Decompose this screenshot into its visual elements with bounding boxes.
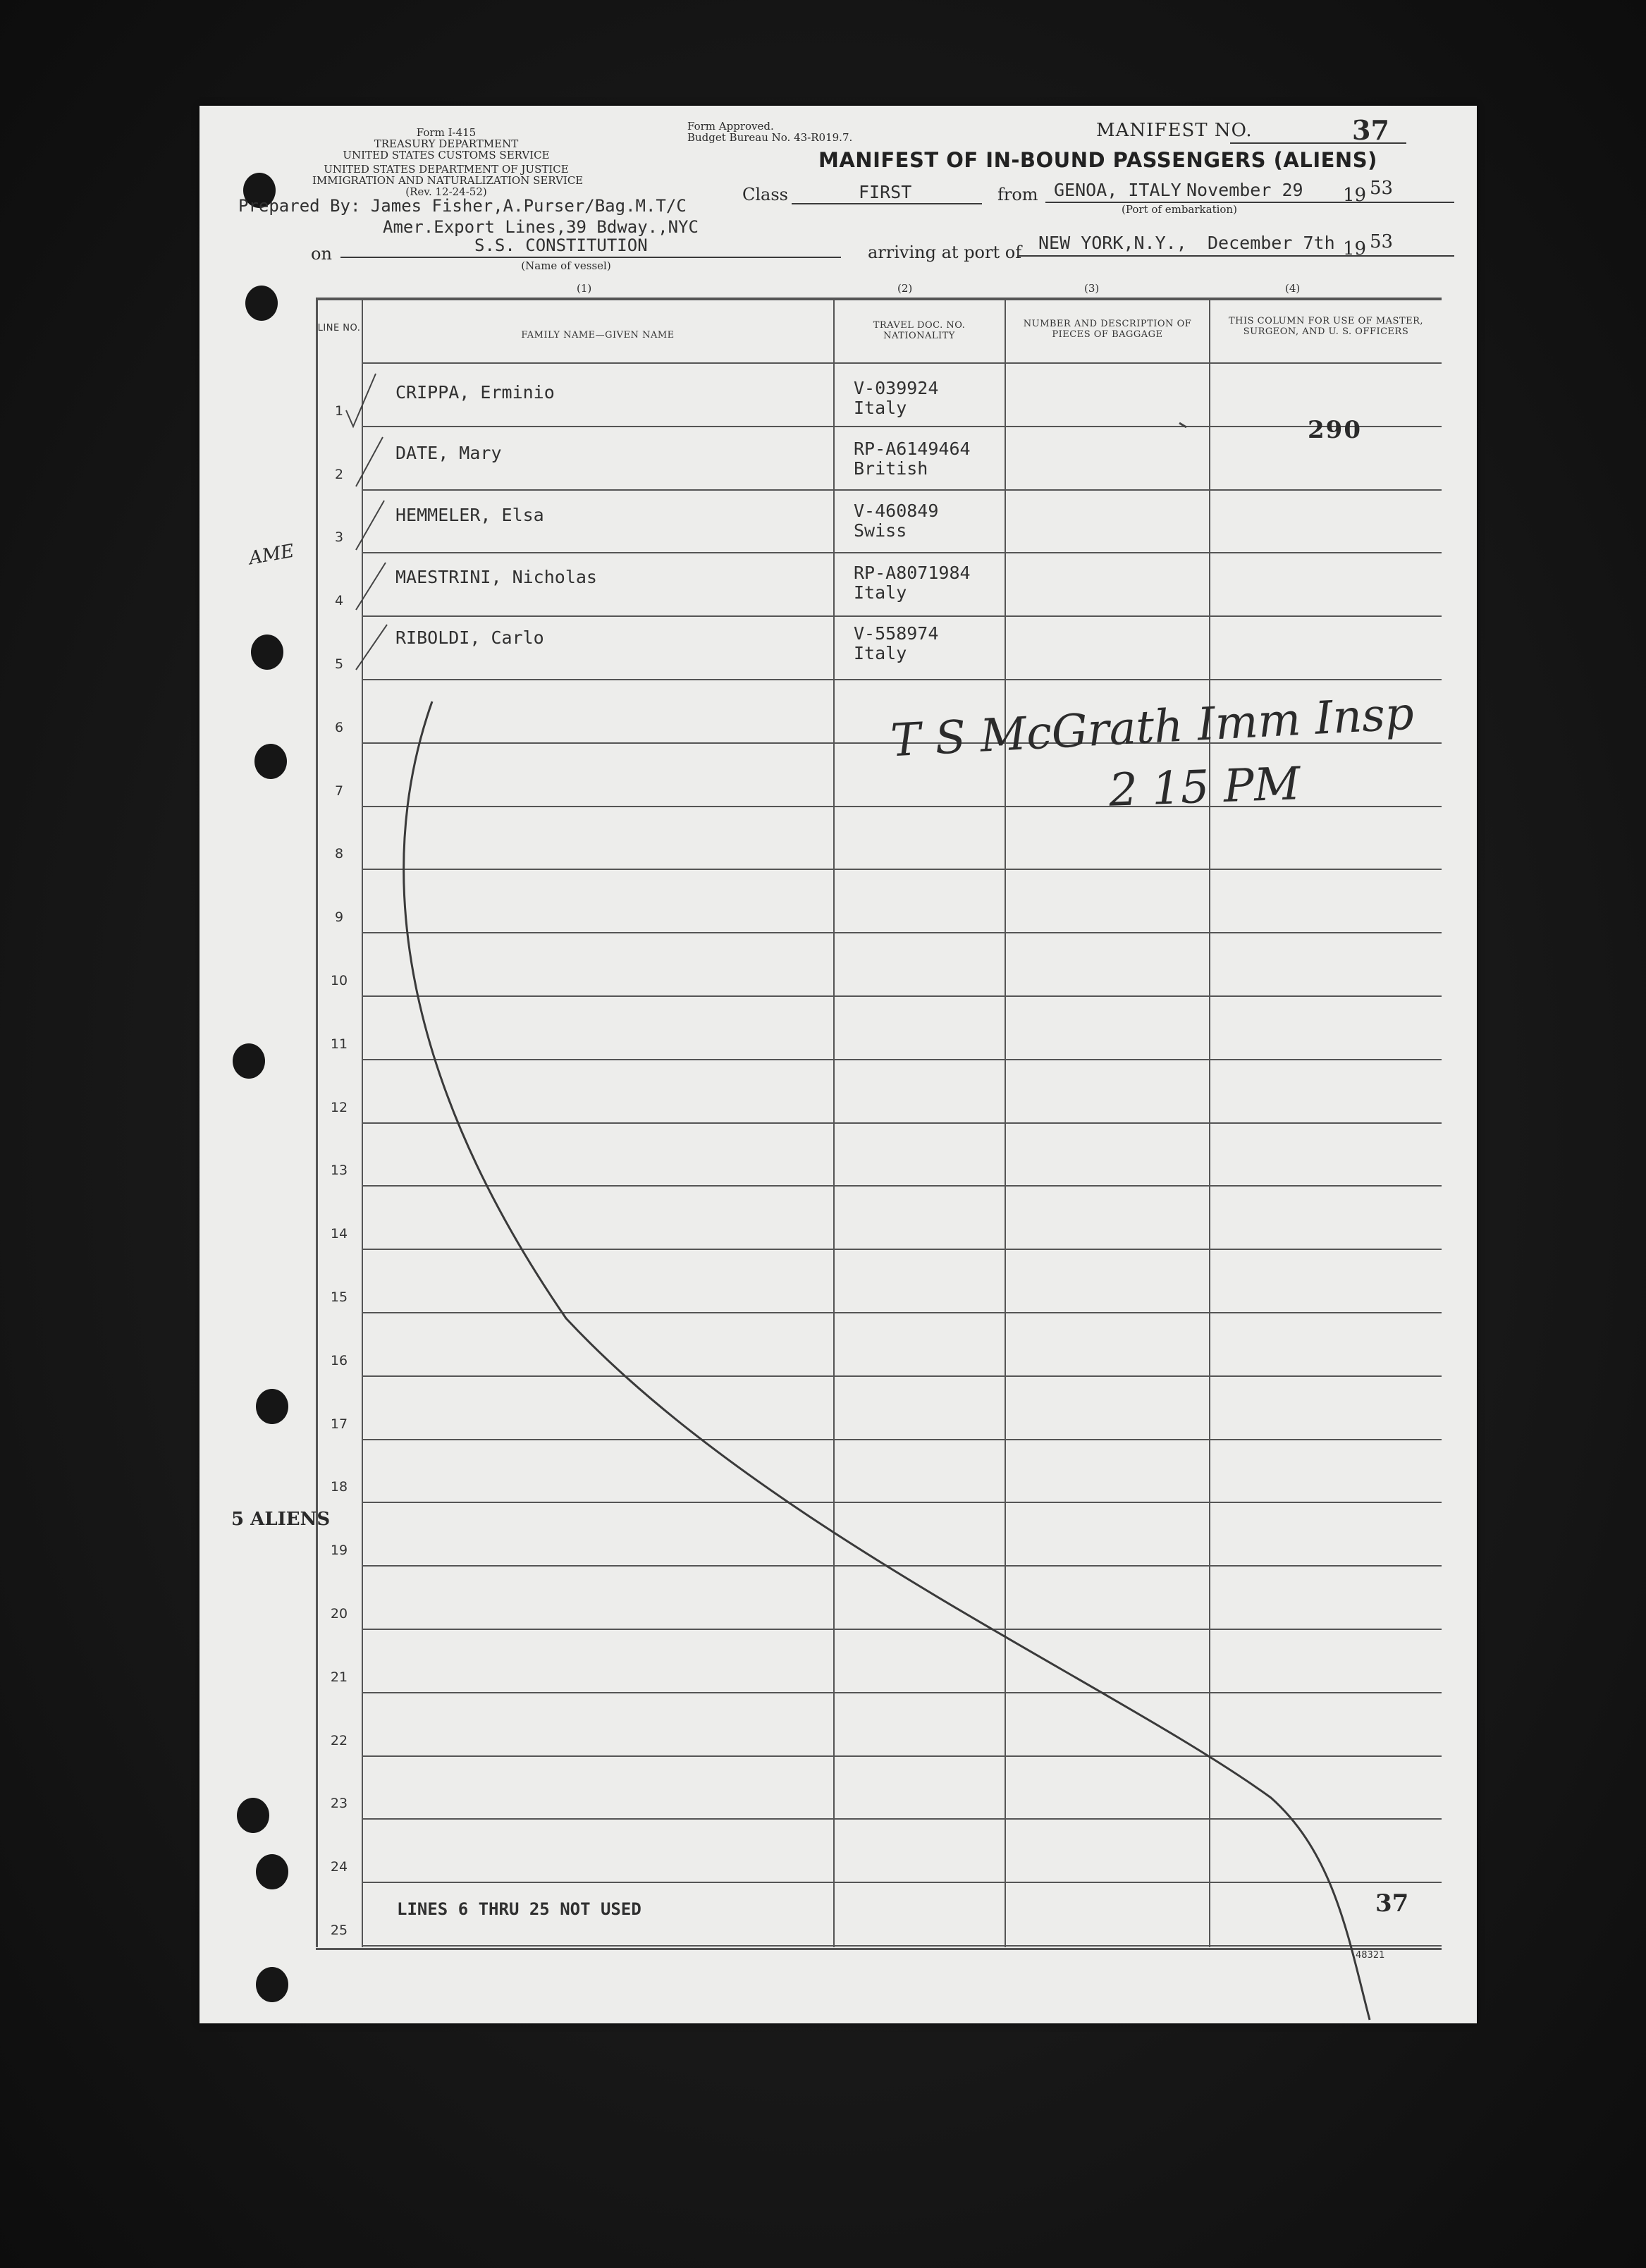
line-number: 16 bbox=[330, 1353, 348, 1368]
line-number: 24 bbox=[330, 1859, 348, 1875]
print-code: 48321 bbox=[1356, 1950, 1385, 1961]
table-row bbox=[362, 932, 1442, 933]
binder-hole-icon bbox=[256, 1389, 288, 1424]
class-label: Class bbox=[742, 185, 788, 204]
line-number: 2 bbox=[334, 467, 344, 482]
line-number: 10 bbox=[330, 973, 348, 988]
arriving-label: arriving at port of bbox=[868, 243, 1022, 262]
table-row bbox=[362, 869, 1442, 870]
prepared-by-line2: Amer.Export Lines,39 Bdway.,NYC bbox=[383, 217, 699, 237]
nationality: Swiss bbox=[854, 520, 907, 541]
table-left-border bbox=[316, 298, 318, 1947]
class-underline bbox=[792, 203, 982, 204]
manifest-page bbox=[199, 106, 1477, 2023]
line-number: 18 bbox=[330, 1479, 348, 1495]
year-suffix: 53 bbox=[1370, 178, 1394, 199]
header-bottom-border bbox=[362, 362, 1442, 364]
table-row bbox=[362, 1122, 1442, 1124]
table-row bbox=[362, 552, 1442, 553]
table-top-border bbox=[316, 298, 1442, 300]
line-number: 17 bbox=[330, 1416, 348, 1432]
table-row bbox=[362, 1059, 1442, 1060]
col-officers: THIS COLUMN FOR USE OF MASTER, SURGEON, AND U. S. OFFICERS bbox=[1228, 316, 1424, 337]
passenger-name: RIBOLDI, Carlo bbox=[395, 627, 544, 648]
aliens-count-annotation: 5 ALIENS bbox=[231, 1509, 331, 1530]
line-number: 22 bbox=[330, 1733, 348, 1748]
line-number: 9 bbox=[334, 909, 344, 925]
line-number: 4 bbox=[334, 593, 344, 608]
nationality: Italy bbox=[854, 582, 907, 603]
travel-doc: V-558974 bbox=[854, 623, 939, 644]
table-row bbox=[362, 1629, 1442, 1630]
travel-doc: RP-A6149464 bbox=[854, 439, 971, 459]
table-row bbox=[362, 1375, 1442, 1377]
binder-hole-icon bbox=[254, 744, 287, 779]
lines-not-used-note: LINES 6 THRU 25 NOT USED bbox=[397, 1899, 641, 1919]
passenger-name: MAESTRINI, Nicholas bbox=[395, 567, 597, 587]
table-row bbox=[362, 1249, 1442, 1250]
nationality: Italy bbox=[854, 398, 907, 418]
col-num-2: (2) bbox=[897, 282, 913, 295]
col-num-1: (1) bbox=[577, 282, 592, 295]
embarkation-date: November 29 bbox=[1186, 180, 1303, 200]
passenger-name: CRIPPA, Erminio bbox=[395, 382, 555, 403]
table-row bbox=[362, 615, 1442, 617]
line-number: 25 bbox=[330, 1923, 348, 1938]
line-number: 20 bbox=[330, 1606, 348, 1622]
budget-bureau: Budget Bureau No. 43-R019.7. bbox=[687, 131, 853, 144]
passenger-name: DATE, Mary bbox=[395, 443, 502, 463]
arrival-port: NEW YORK,N.Y., bbox=[1038, 233, 1187, 253]
col-family-name: FAMILY NAME—GIVEN NAME bbox=[521, 330, 675, 341]
line-number: 6 bbox=[334, 720, 344, 735]
travel-doc: V-460849 bbox=[854, 501, 939, 521]
binder-hole-icon bbox=[256, 1854, 288, 1889]
table-row bbox=[362, 1502, 1442, 1503]
table-row bbox=[362, 1312, 1442, 1313]
nationality: Italy bbox=[854, 643, 907, 663]
binder-hole-icon bbox=[245, 286, 278, 321]
vessel-name: S.S. CONSTITUTION bbox=[474, 235, 648, 255]
prepared-by: Prepared By: James Fisher,A.Purser/Bag.M.T/C bbox=[238, 196, 687, 216]
inspector-signature: T S McGrath Imm Insp bbox=[889, 687, 1415, 768]
table-row bbox=[362, 1818, 1442, 1820]
table-row bbox=[362, 1565, 1442, 1567]
year-prefix: 19 bbox=[1343, 185, 1367, 206]
col-travel-doc: TRAVEL DOC. NO. NATIONALITY bbox=[873, 320, 966, 341]
col-num-4: (4) bbox=[1285, 282, 1301, 295]
table-row bbox=[362, 995, 1442, 997]
line-number: 15 bbox=[330, 1289, 348, 1305]
binder-hole-icon bbox=[233, 1043, 265, 1079]
table-row bbox=[362, 426, 1442, 427]
col-line-no: LINE NO. bbox=[317, 323, 361, 333]
line-number: 3 bbox=[334, 529, 344, 545]
port-of-embarkation-caption: (Port of embarkation) bbox=[1122, 203, 1237, 216]
line-number: 21 bbox=[330, 1669, 348, 1685]
justice-dept: UNITED STATES DEPARTMENT OF JUSTICE bbox=[324, 163, 569, 176]
table-row bbox=[362, 1882, 1442, 1883]
customs-service: UNITED STATES CUSTOMS SERVICE bbox=[343, 149, 550, 161]
arrival-date: December 7th bbox=[1208, 233, 1335, 253]
form-number: Form I-415 bbox=[416, 126, 477, 139]
arrival-underline bbox=[1017, 255, 1454, 257]
table-row bbox=[362, 1755, 1442, 1757]
line-number: 12 bbox=[330, 1100, 348, 1115]
travel-doc: V-039924 bbox=[854, 378, 939, 398]
line-number: 14 bbox=[330, 1226, 348, 1242]
port-of-embarkation: GENOA, ITALY bbox=[1054, 180, 1181, 200]
table-bottom-border bbox=[316, 1948, 1442, 1950]
table-row bbox=[362, 1692, 1442, 1693]
binder-hole-icon bbox=[251, 635, 283, 670]
line-number: 19 bbox=[330, 1543, 348, 1558]
table-row bbox=[362, 1439, 1442, 1440]
revision: (Rev. 12-24-52) bbox=[405, 185, 487, 198]
col-num-3: (3) bbox=[1084, 282, 1100, 295]
page-title: MANIFEST OF IN-BOUND PASSENGERS (ALIENS) bbox=[818, 148, 1377, 172]
line-number: 23 bbox=[330, 1796, 348, 1811]
manifest-no-label: MANIFEST NO. bbox=[1096, 120, 1253, 141]
nationality: British bbox=[854, 458, 928, 479]
vessel-underline bbox=[340, 257, 841, 258]
ins-service: IMMIGRATION AND NATURALIZATION SERVICE bbox=[312, 174, 584, 187]
manifest-number: 37 bbox=[1352, 114, 1389, 146]
line-number: 8 bbox=[334, 846, 344, 862]
travel-doc: RP-A8071984 bbox=[854, 563, 971, 583]
line-number: 1 bbox=[334, 403, 344, 419]
margin-annotation: AME bbox=[247, 540, 296, 570]
inspection-time: 2 15 PM bbox=[1107, 758, 1301, 817]
footer-manifest-number: 37 bbox=[1375, 1889, 1409, 1918]
line-number: 11 bbox=[330, 1036, 348, 1052]
binder-hole-icon bbox=[237, 1798, 269, 1833]
table-row bbox=[362, 1185, 1442, 1187]
on-label: on bbox=[311, 244, 332, 264]
col-baggage: NUMBER AND DESCRIPTION OF PIECES OF BAGGAGE bbox=[1023, 319, 1192, 340]
class-value: FIRST bbox=[859, 182, 912, 202]
line-number: 13 bbox=[330, 1163, 348, 1178]
table-row bbox=[362, 679, 1442, 680]
table-row bbox=[362, 1945, 1442, 1947]
vessel-caption: (Name of vessel) bbox=[521, 259, 611, 272]
arrival-year-suffix: 53 bbox=[1370, 231, 1394, 252]
passenger-name: HEMMELER, Elsa bbox=[395, 505, 544, 525]
table-row bbox=[362, 489, 1442, 491]
line-number: 5 bbox=[334, 656, 344, 672]
officer-number: 290 bbox=[1308, 416, 1362, 444]
arrival-year-prefix: 19 bbox=[1343, 238, 1367, 259]
binder-hole-icon bbox=[256, 1967, 288, 2002]
cancellation-curve bbox=[199, 106, 1477, 2023]
line-number: 7 bbox=[334, 783, 344, 799]
form-approved: Form Approved. bbox=[687, 120, 774, 133]
treasury-dept: TREASURY DEPARTMENT bbox=[374, 137, 519, 150]
from-label: from bbox=[997, 185, 1038, 204]
